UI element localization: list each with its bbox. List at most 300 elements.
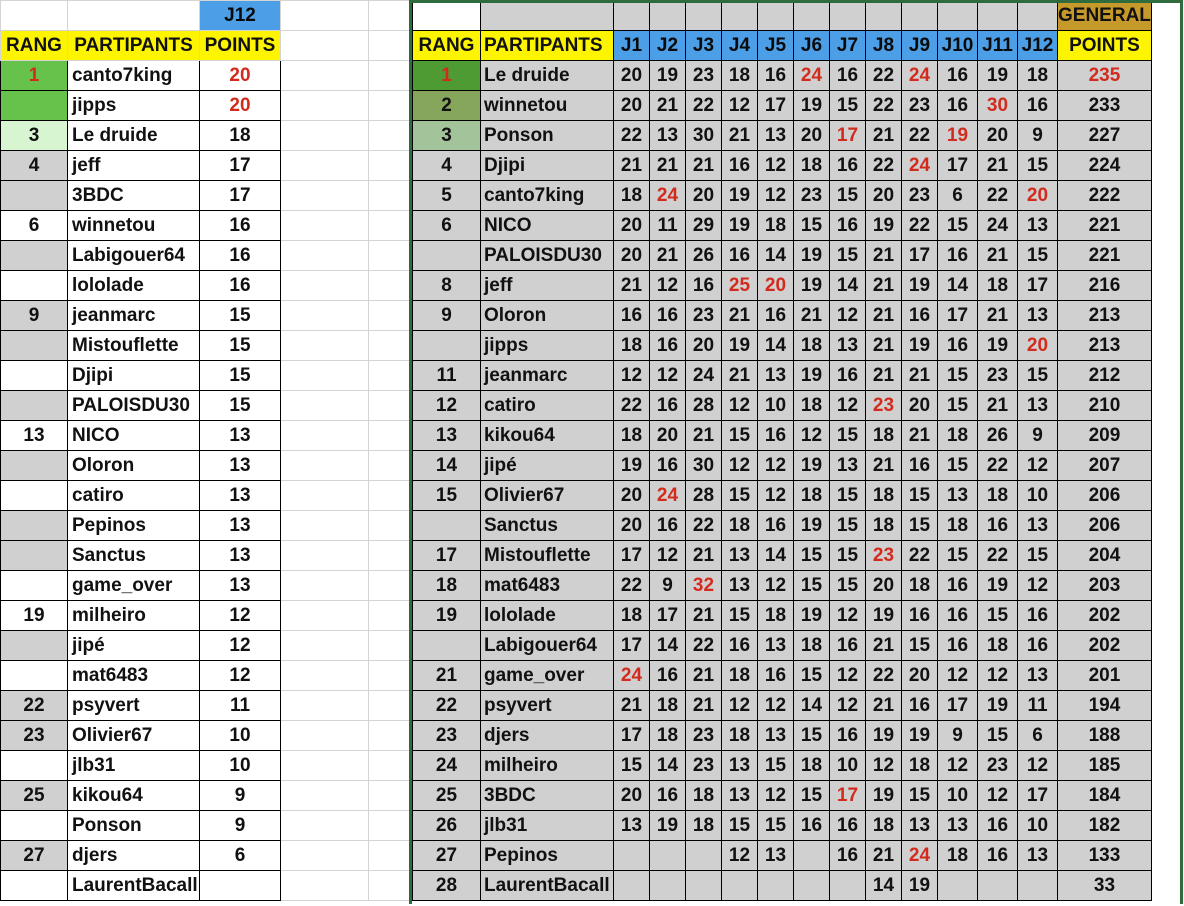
round-score-cell[interactable]: 14: [650, 751, 686, 781]
round-score-cell[interactable]: 24: [650, 481, 686, 511]
participant-name-cell[interactable]: jeff: [68, 151, 200, 181]
round-score-cell[interactable]: 24: [794, 61, 830, 91]
round-score-cell[interactable]: 16: [902, 301, 938, 331]
round-score-cell[interactable]: 17: [1018, 781, 1058, 811]
round-score-cell[interactable]: 17: [830, 781, 866, 811]
rank-cell[interactable]: 2: [413, 91, 481, 121]
round-score-cell[interactable]: 18: [722, 721, 758, 751]
round-score-cell[interactable]: 32: [686, 571, 722, 601]
round-score-cell[interactable]: 22: [902, 121, 938, 151]
round-score-cell[interactable]: [794, 841, 830, 871]
round-score-cell[interactable]: 19: [978, 571, 1018, 601]
rank-cell[interactable]: 23: [413, 721, 481, 751]
round-score-cell[interactable]: 21: [866, 121, 902, 151]
participant-name-cell[interactable]: PALOISDU30: [481, 241, 614, 271]
round-score-cell[interactable]: 12: [722, 91, 758, 121]
round-header[interactable]: J8: [866, 31, 902, 61]
round-score-cell[interactable]: 21: [650, 151, 686, 181]
total-points-cell[interactable]: 207: [1058, 451, 1152, 481]
round-header[interactable]: J12: [1018, 31, 1058, 61]
round-score-cell[interactable]: 22: [686, 511, 722, 541]
participant-name-cell[interactable]: Ponson: [481, 121, 614, 151]
empty-cell[interactable]: [369, 661, 413, 691]
round-score-cell[interactable]: [830, 871, 866, 901]
round-score-cell[interactable]: 22: [686, 631, 722, 661]
round-score-cell[interactable]: 17: [650, 601, 686, 631]
round-score-cell[interactable]: [978, 871, 1018, 901]
total-points-cell[interactable]: 221: [1058, 211, 1152, 241]
round-score-cell[interactable]: 13: [938, 811, 978, 841]
round-score-cell[interactable]: [722, 871, 758, 901]
round-score-cell[interactable]: 9: [1018, 121, 1058, 151]
rank-cell[interactable]: 22: [1, 691, 68, 721]
round-score-cell[interactable]: 16: [830, 211, 866, 241]
round-score-cell[interactable]: 21: [722, 121, 758, 151]
rank-cell[interactable]: [1, 811, 68, 841]
round-score-cell[interactable]: 22: [978, 541, 1018, 571]
round-score-cell[interactable]: 19: [650, 811, 686, 841]
round-header[interactable]: J2: [650, 31, 686, 61]
round-score-cell[interactable]: 21: [866, 451, 902, 481]
empty-cell[interactable]: [281, 541, 369, 571]
round-score-cell[interactable]: 20: [686, 181, 722, 211]
round-score-cell[interactable]: 16: [650, 781, 686, 811]
round-score-cell[interactable]: 17: [614, 721, 650, 751]
round-score-cell[interactable]: [686, 871, 722, 901]
round-score-cell[interactable]: 15: [614, 751, 650, 781]
round-score-cell[interactable]: 19: [794, 361, 830, 391]
round-score-cell[interactable]: 12: [722, 451, 758, 481]
participant-name-cell[interactable]: Djipi: [68, 361, 200, 391]
round-score-cell[interactable]: 13: [902, 811, 938, 841]
round-score-cell[interactable]: 11: [1018, 691, 1058, 721]
participant-name-cell[interactable]: jlb31: [68, 751, 200, 781]
rank-cell[interactable]: 1: [1, 61, 68, 91]
participant-name-cell[interactable]: jlb31: [481, 811, 614, 841]
total-points-cell[interactable]: 188: [1058, 721, 1152, 751]
rank-cell[interactable]: [1, 871, 68, 901]
total-points-cell[interactable]: 227: [1058, 121, 1152, 151]
round-score-cell[interactable]: 20: [978, 121, 1018, 151]
round-score-cell[interactable]: 12: [1018, 751, 1058, 781]
round-score-cell[interactable]: 21: [978, 391, 1018, 421]
round-score-cell[interactable]: 12: [758, 571, 794, 601]
round-score-cell[interactable]: 15: [794, 571, 830, 601]
rank-cell[interactable]: [1, 511, 68, 541]
participant-name-cell[interactable]: PALOISDU30: [68, 391, 200, 421]
round-score-cell[interactable]: 15: [902, 781, 938, 811]
round-score-cell[interactable]: 21: [978, 151, 1018, 181]
round-score-cell[interactable]: 17: [614, 541, 650, 571]
participant-name-cell[interactable]: LaurentBacall: [481, 871, 614, 901]
points-cell[interactable]: 17: [200, 151, 281, 181]
participant-name-cell[interactable]: psyvert: [68, 691, 200, 721]
round-score-cell[interactable]: 13: [758, 631, 794, 661]
round-score-cell[interactable]: 18: [614, 601, 650, 631]
total-points-cell[interactable]: 210: [1058, 391, 1152, 421]
round-score-cell[interactable]: 17: [938, 691, 978, 721]
round-score-cell[interactable]: 15: [722, 481, 758, 511]
empty-cell[interactable]: [281, 271, 369, 301]
round-header[interactable]: J1: [614, 31, 650, 61]
round-score-cell[interactable]: 15: [830, 421, 866, 451]
round-score-cell[interactable]: 25: [722, 271, 758, 301]
round-score-cell[interactable]: 15: [1018, 541, 1058, 571]
round-score-cell[interactable]: 20: [794, 121, 830, 151]
participant-name-cell[interactable]: psyvert: [481, 691, 614, 721]
empty-cell[interactable]: [369, 721, 413, 751]
empty-cell[interactable]: [281, 571, 369, 601]
round-score-cell[interactable]: 15: [938, 451, 978, 481]
round-score-cell[interactable]: 12: [650, 271, 686, 301]
round-score-cell[interactable]: 12: [978, 781, 1018, 811]
round-score-cell[interactable]: 23: [978, 361, 1018, 391]
round-score-cell[interactable]: 12: [758, 781, 794, 811]
round-score-cell[interactable]: 22: [614, 121, 650, 151]
round-score-cell[interactable]: 23: [686, 301, 722, 331]
rank-cell[interactable]: 5: [413, 181, 481, 211]
round-score-cell[interactable]: 21: [866, 301, 902, 331]
empty-cell[interactable]: [369, 571, 413, 601]
round-score-cell[interactable]: 10: [758, 391, 794, 421]
empty-cell[interactable]: [369, 211, 413, 241]
round-score-cell[interactable]: 18: [902, 571, 938, 601]
round-score-cell[interactable]: 12: [830, 661, 866, 691]
points-cell[interactable]: 13: [200, 481, 281, 511]
empty-cell[interactable]: [369, 241, 413, 271]
empty-cell[interactable]: [369, 331, 413, 361]
round-score-cell[interactable]: 21: [650, 91, 686, 121]
total-points-cell[interactable]: 221: [1058, 241, 1152, 271]
rank-cell[interactable]: [1, 391, 68, 421]
round-score-cell[interactable]: 21: [866, 361, 902, 391]
rank-cell[interactable]: [1, 661, 68, 691]
round-score-cell[interactable]: [686, 841, 722, 871]
round-score-cell[interactable]: 22: [866, 91, 902, 121]
round-score-cell[interactable]: 14: [758, 241, 794, 271]
round-score-cell[interactable]: 18: [938, 421, 978, 451]
round-score-cell[interactable]: 18: [722, 61, 758, 91]
points-cell[interactable]: 13: [200, 451, 281, 481]
round-score-cell[interactable]: 16: [830, 811, 866, 841]
round-score-cell[interactable]: 18: [794, 631, 830, 661]
round-score-cell[interactable]: 16: [938, 571, 978, 601]
points-cell[interactable]: 9: [200, 811, 281, 841]
round-score-cell[interactable]: 16: [758, 301, 794, 331]
participant-name-cell[interactable]: kikou64: [68, 781, 200, 811]
empty-cell[interactable]: [281, 811, 369, 841]
rank-cell[interactable]: [1, 181, 68, 211]
empty-cell[interactable]: [281, 361, 369, 391]
round-score-cell[interactable]: 16: [830, 151, 866, 181]
points-cell[interactable]: 11: [200, 691, 281, 721]
round-score-cell[interactable]: 12: [650, 361, 686, 391]
round-score-cell[interactable]: 13: [758, 841, 794, 871]
round-score-cell[interactable]: 12: [758, 691, 794, 721]
round-score-cell[interactable]: 19: [794, 271, 830, 301]
points-cell[interactable]: 16: [200, 211, 281, 241]
rank-cell[interactable]: [1, 541, 68, 571]
round-score-cell[interactable]: 19: [978, 61, 1018, 91]
round-score-cell[interactable]: 20: [686, 331, 722, 361]
round-score-cell[interactable]: 21: [686, 601, 722, 631]
round-score-cell[interactable]: 15: [794, 661, 830, 691]
points-cell[interactable]: 13: [200, 541, 281, 571]
empty-cell[interactable]: [369, 61, 413, 91]
round-score-cell[interactable]: 23: [866, 391, 902, 421]
round-score-cell[interactable]: 21: [866, 631, 902, 661]
round-score-cell[interactable]: 10: [938, 781, 978, 811]
round-score-cell[interactable]: 20: [1018, 181, 1058, 211]
round-score-cell[interactable]: 16: [650, 511, 686, 541]
participant-name-cell[interactable]: jipé: [481, 451, 614, 481]
round-score-cell[interactable]: 23: [902, 181, 938, 211]
participant-name-cell[interactable]: winnetou: [68, 211, 200, 241]
rank-cell[interactable]: [1, 571, 68, 601]
round-score-cell[interactable]: 21: [722, 301, 758, 331]
round-score-cell[interactable]: 21: [866, 331, 902, 361]
round-score-cell[interactable]: 10: [830, 751, 866, 781]
round-score-cell[interactable]: 22: [866, 151, 902, 181]
empty-cell[interactable]: [281, 721, 369, 751]
round-score-cell[interactable]: 16: [978, 511, 1018, 541]
round-score-cell[interactable]: 20: [902, 391, 938, 421]
round-score-cell[interactable]: 6: [938, 181, 978, 211]
rank-cell[interactable]: [413, 331, 481, 361]
round-score-cell[interactable]: 16: [978, 811, 1018, 841]
empty-cell[interactable]: [369, 451, 413, 481]
participant-name-cell[interactable]: game_over: [481, 661, 614, 691]
round-score-cell[interactable]: 13: [722, 781, 758, 811]
rank-cell[interactable]: 13: [1, 421, 68, 451]
round-score-cell[interactable]: 15: [830, 241, 866, 271]
rank-cell[interactable]: [1, 241, 68, 271]
empty-cell[interactable]: [369, 391, 413, 421]
points-cell[interactable]: 18: [200, 121, 281, 151]
round-score-cell[interactable]: 13: [830, 451, 866, 481]
round-score-cell[interactable]: 16: [938, 91, 978, 121]
round-score-cell[interactable]: 18: [794, 751, 830, 781]
round-score-cell[interactable]: 21: [794, 301, 830, 331]
round-score-cell[interactable]: 15: [830, 481, 866, 511]
round-score-cell[interactable]: 16: [650, 301, 686, 331]
rank-cell[interactable]: 4: [1, 151, 68, 181]
round-score-cell[interactable]: 19: [722, 331, 758, 361]
round-score-cell[interactable]: 12: [722, 691, 758, 721]
round-score-cell[interactable]: 16: [758, 61, 794, 91]
round-score-cell[interactable]: 15: [758, 811, 794, 841]
round-score-cell[interactable]: 15: [1018, 241, 1058, 271]
round-score-cell[interactable]: 12: [758, 151, 794, 181]
rank-cell[interactable]: 28: [413, 871, 481, 901]
participant-name-cell[interactable]: Sanctus: [481, 511, 614, 541]
round-score-cell[interactable]: 10: [1018, 481, 1058, 511]
round-score-cell[interactable]: 18: [866, 421, 902, 451]
round-score-cell[interactable]: 16: [978, 841, 1018, 871]
participant-name-cell[interactable]: jeanmarc: [481, 361, 614, 391]
round-score-cell[interactable]: 22: [978, 451, 1018, 481]
round-score-cell[interactable]: 28: [686, 481, 722, 511]
round-score-cell[interactable]: 19: [902, 721, 938, 751]
points-cell[interactable]: 13: [200, 421, 281, 451]
participant-name-cell[interactable]: milheiro: [481, 751, 614, 781]
round-score-cell[interactable]: [614, 841, 650, 871]
round-score-cell[interactable]: 16: [938, 61, 978, 91]
round-score-cell[interactable]: 21: [722, 361, 758, 391]
points-cell[interactable]: 10: [200, 721, 281, 751]
round-score-cell[interactable]: 18: [614, 421, 650, 451]
participant-name-cell[interactable]: winnetou: [481, 91, 614, 121]
rank-cell[interactable]: 21: [413, 661, 481, 691]
round-score-cell[interactable]: 22: [866, 661, 902, 691]
participant-name-cell[interactable]: mat6483: [68, 661, 200, 691]
round-score-cell[interactable]: 16: [830, 61, 866, 91]
round-score-cell[interactable]: 22: [686, 91, 722, 121]
round-score-cell[interactable]: 19: [902, 871, 938, 901]
round-score-cell[interactable]: 14: [650, 631, 686, 661]
round-score-cell[interactable]: 17: [614, 631, 650, 661]
points-cell[interactable]: 20: [200, 61, 281, 91]
participant-name-cell[interactable]: Olivier67: [68, 721, 200, 751]
total-points-cell[interactable]: 233: [1058, 91, 1152, 121]
round-score-cell[interactable]: 22: [902, 211, 938, 241]
round-score-cell[interactable]: 15: [830, 181, 866, 211]
total-points-cell[interactable]: 216: [1058, 271, 1152, 301]
round-score-cell[interactable]: 16: [938, 241, 978, 271]
empty-cell[interactable]: [369, 361, 413, 391]
round-score-cell[interactable]: 24: [978, 211, 1018, 241]
round-score-cell[interactable]: 16: [650, 331, 686, 361]
points-cell[interactable]: 10: [200, 751, 281, 781]
participant-name-cell[interactable]: catiro: [68, 481, 200, 511]
round-score-cell[interactable]: 16: [902, 691, 938, 721]
round-header[interactable]: J9: [902, 31, 938, 61]
round-score-cell[interactable]: 21: [866, 241, 902, 271]
rank-cell[interactable]: 24: [413, 751, 481, 781]
points-cell[interactable]: 13: [200, 571, 281, 601]
total-points-cell[interactable]: 203: [1058, 571, 1152, 601]
round-score-cell[interactable]: 24: [686, 361, 722, 391]
participant-name-cell[interactable]: Djipi: [481, 151, 614, 181]
round-score-cell[interactable]: 15: [722, 601, 758, 631]
round-score-cell[interactable]: 12: [866, 751, 902, 781]
empty-cell[interactable]: [369, 121, 413, 151]
round-score-cell[interactable]: 16: [938, 331, 978, 361]
round-score-cell[interactable]: 21: [686, 421, 722, 451]
round-score-cell[interactable]: 18: [650, 691, 686, 721]
round-score-cell[interactable]: 19: [794, 451, 830, 481]
round-score-cell[interactable]: 19: [866, 211, 902, 241]
rank-cell[interactable]: 19: [1, 601, 68, 631]
round-score-cell[interactable]: 17: [938, 301, 978, 331]
round-score-cell[interactable]: 18: [794, 481, 830, 511]
rank-cell[interactable]: 18: [413, 571, 481, 601]
round-score-cell[interactable]: 22: [614, 571, 650, 601]
rank-cell[interactable]: 26: [413, 811, 481, 841]
round-score-cell[interactable]: 20: [614, 91, 650, 121]
points-cell[interactable]: 17: [200, 181, 281, 211]
round-score-cell[interactable]: 16: [1018, 91, 1058, 121]
round-score-cell[interactable]: 12: [830, 301, 866, 331]
round-score-cell[interactable]: 18: [902, 751, 938, 781]
round-score-cell[interactable]: 13: [1018, 841, 1058, 871]
participant-name-cell[interactable]: NICO: [68, 421, 200, 451]
points-cell[interactable]: 15: [200, 361, 281, 391]
rank-cell[interactable]: 17: [413, 541, 481, 571]
rank-cell[interactable]: 25: [413, 781, 481, 811]
round-score-cell[interactable]: 13: [650, 121, 686, 151]
round-score-cell[interactable]: 9: [650, 571, 686, 601]
rank-cell[interactable]: 15: [413, 481, 481, 511]
round-score-cell[interactable]: 15: [902, 631, 938, 661]
rank-cell[interactable]: [1, 271, 68, 301]
round-header[interactable]: J7: [830, 31, 866, 61]
rank-cell[interactable]: 9: [413, 301, 481, 331]
round-score-cell[interactable]: 18: [614, 181, 650, 211]
round-score-cell[interactable]: 18: [650, 721, 686, 751]
empty-cell[interactable]: [369, 601, 413, 631]
rank-header[interactable]: RANG: [1, 31, 68, 61]
round-score-cell[interactable]: 21: [614, 271, 650, 301]
points-cell[interactable]: 12: [200, 661, 281, 691]
round-score-cell[interactable]: 16: [758, 421, 794, 451]
participant-name-cell[interactable]: jipps: [481, 331, 614, 361]
round-score-cell[interactable]: 13: [722, 541, 758, 571]
round-score-cell[interactable]: 19: [794, 241, 830, 271]
rank-cell[interactable]: 19: [413, 601, 481, 631]
round-score-cell[interactable]: 16: [938, 601, 978, 631]
total-points-cell[interactable]: 213: [1058, 301, 1152, 331]
total-points-cell[interactable]: 224: [1058, 151, 1152, 181]
round-score-cell[interactable]: 13: [830, 331, 866, 361]
rank-cell[interactable]: [413, 241, 481, 271]
round-score-cell[interactable]: 16: [830, 361, 866, 391]
rank-cell[interactable]: 3: [1, 121, 68, 151]
round-score-cell[interactable]: 12: [978, 661, 1018, 691]
empty-cell[interactable]: [369, 301, 413, 331]
round-score-cell[interactable]: 14: [758, 541, 794, 571]
round-score-cell[interactable]: 19: [794, 91, 830, 121]
total-points-cell[interactable]: 206: [1058, 481, 1152, 511]
round-score-cell[interactable]: 18: [686, 781, 722, 811]
round-score-cell[interactable]: 14: [866, 871, 902, 901]
round-score-cell[interactable]: 15: [794, 721, 830, 751]
points-cell[interactable]: 20: [200, 91, 281, 121]
rank-header[interactable]: RANG: [413, 31, 481, 61]
participant-name-cell[interactable]: jipps: [68, 91, 200, 121]
round-score-cell[interactable]: 21: [686, 151, 722, 181]
rank-cell[interactable]: 11: [413, 361, 481, 391]
round-score-cell[interactable]: 12: [650, 541, 686, 571]
round-score-cell[interactable]: 18: [978, 631, 1018, 661]
participant-name-cell[interactable]: jipé: [68, 631, 200, 661]
total-points-cell[interactable]: 185: [1058, 751, 1152, 781]
empty-cell[interactable]: [369, 841, 413, 871]
round-score-cell[interactable]: 16: [1018, 631, 1058, 661]
round-score-cell[interactable]: 16: [902, 451, 938, 481]
round-score-cell[interactable]: [758, 871, 794, 901]
participants-header[interactable]: PARTIPANTS: [68, 31, 200, 61]
rank-cell[interactable]: 27: [413, 841, 481, 871]
round-score-cell[interactable]: 23: [794, 181, 830, 211]
round-header[interactable]: J6: [794, 31, 830, 61]
points-cell[interactable]: 16: [200, 241, 281, 271]
points-header[interactable]: POINTS: [200, 31, 281, 61]
participant-name-cell[interactable]: lololade: [68, 271, 200, 301]
round-score-cell[interactable]: 16: [722, 241, 758, 271]
participant-name-cell[interactable]: catiro: [481, 391, 614, 421]
round-score-cell[interactable]: 30: [686, 451, 722, 481]
